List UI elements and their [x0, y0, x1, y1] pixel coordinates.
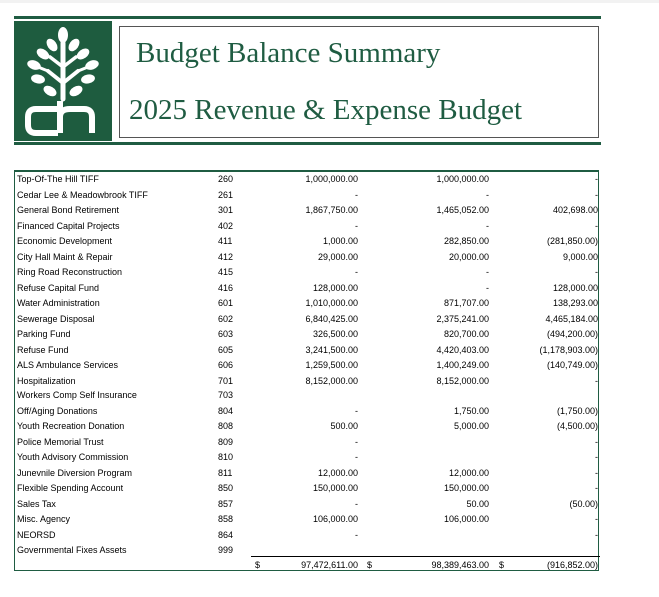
table-row: [15, 512, 598, 527]
revenue-cell: 150,000.00: [312, 483, 358, 493]
expense-cell: 20,000.00: [448, 251, 489, 262]
balance-cell: -: [595, 529, 598, 540]
revenue-cell: -: [355, 436, 358, 447]
fund-name: Flexible Spending Account: [17, 483, 124, 493]
expense-cell: 2,375,241.00: [436, 313, 489, 324]
expense-cell: 1,750.00: [453, 405, 489, 416]
fund-name: Police Memorial Trust: [17, 436, 104, 447]
header-band-bottom: [14, 142, 601, 145]
balance-cell: -: [595, 189, 598, 200]
revenue-cell: 8,152,000.00: [305, 376, 358, 386]
table-row: [15, 497, 598, 512]
tree-logo-icon: [14, 21, 112, 141]
fund-name: Youth Advisory Commission: [17, 452, 129, 462]
revenue-cell: 1,259,500.00: [305, 360, 358, 370]
total-expense-currency: $: [367, 560, 373, 570]
page-title: Budget Balance Summary: [136, 37, 441, 69]
fund-number: 703: [218, 390, 234, 400]
balance-cell: -: [595, 220, 598, 231]
total-expense: 98,389,463.00: [431, 560, 489, 570]
fund-name: Refuse Capital Fund: [17, 282, 100, 293]
revenue-cell: 128,000.00: [312, 282, 358, 293]
revenue-cell: 500.00: [330, 421, 358, 431]
revenue-cell: -: [355, 529, 358, 540]
fund-name: City Hall Maint & Repair: [17, 251, 113, 262]
fund-number: 301: [218, 205, 234, 215]
table-row: [15, 388, 598, 403]
fund-name: General Bond Retirement: [17, 205, 120, 215]
balance-cell: -: [595, 376, 598, 386]
fund-name: Workers Comp Self Insurance: [17, 390, 137, 400]
balance-cell: -: [595, 514, 598, 524]
fund-name: Refuse Fund: [17, 344, 69, 355]
total-revenue-currency: $: [255, 560, 261, 570]
fund-name: Junevnile Diversion Program: [17, 467, 133, 478]
table-row: [15, 219, 598, 234]
fund-number: 606: [218, 360, 234, 370]
table-row: [15, 296, 598, 311]
revenue-cell: 1,010,000.00: [305, 298, 358, 308]
revenue-cell: 3,241,500.00: [305, 344, 358, 355]
fund-number: 411: [218, 236, 233, 246]
fund-name: Cedar Lee & Meadowbrook TIFF: [17, 189, 148, 200]
balance-cell: (1,178,903.00): [539, 344, 598, 355]
balance-cell: (494,200.00): [546, 329, 598, 339]
fund-name: Sewerage Disposal: [17, 313, 95, 324]
fund-number: 261: [218, 189, 234, 200]
fund-number: 810: [218, 452, 234, 462]
balance-cell: (281,850.00): [546, 236, 598, 246]
balance-cell: (140,749.00): [546, 360, 598, 370]
fund-number: 864: [218, 529, 234, 540]
balance-cell: (4,500.00): [556, 421, 598, 431]
fund-number: 999: [218, 545, 234, 555]
fund-name: NEORSD: [17, 529, 56, 540]
balance-cell: -: [595, 436, 598, 447]
fund-name: Off/Aging Donations: [17, 405, 98, 416]
header-band-top: [14, 16, 601, 19]
fund-number: 260: [218, 174, 234, 184]
fund-number: 804: [218, 405, 234, 416]
table-row: [15, 358, 598, 373]
table-row: [15, 466, 598, 481]
balance-cell: 9,000.00: [562, 251, 598, 262]
table-row: [15, 250, 598, 265]
table-row: [15, 281, 598, 296]
fund-number: 811: [218, 467, 233, 478]
table-row: [15, 265, 598, 280]
expense-cell: 1,465,052.00: [436, 205, 489, 215]
fund-number: 857: [218, 498, 234, 509]
fund-name: Water Administration: [17, 298, 100, 308]
balance-cell: -: [595, 483, 598, 493]
fund-number: 415: [218, 267, 234, 277]
balance-cell: 128,000.00: [552, 282, 598, 293]
revenue-cell: -: [355, 452, 358, 462]
expense-cell: -: [486, 282, 489, 293]
table-row: [15, 234, 598, 249]
fund-number: 602: [218, 313, 234, 324]
top-rule: [0, 0, 659, 3]
total-balance: (916,852.00): [546, 560, 598, 570]
fund-number: 605: [218, 344, 234, 355]
expense-cell: 282,850.00: [443, 236, 489, 246]
revenue-cell: 326,500.00: [312, 329, 358, 339]
fund-name: Governmental Fixes Assets: [17, 545, 127, 555]
expense-cell: 871,707.00: [443, 298, 489, 308]
fund-name: Sales Tax: [17, 498, 56, 509]
table-row: [15, 450, 598, 465]
balance-cell: (50.00): [569, 498, 598, 509]
total-balance-currency: $: [499, 560, 505, 570]
balance-cell: -: [595, 467, 598, 478]
table-row: [15, 327, 598, 342]
balance-cell: -: [595, 267, 598, 277]
expense-cell: -: [486, 267, 489, 277]
fund-name: Parking Fund: [17, 329, 71, 339]
table-row: [15, 404, 598, 419]
fund-number: 701: [218, 376, 234, 386]
fund-name: Economic Development: [17, 236, 113, 246]
table-row: [15, 312, 598, 327]
table-row: [15, 419, 598, 434]
fund-name: ALS Ambulance Services: [17, 360, 119, 370]
fund-name: Misc. Agency: [17, 514, 71, 524]
page-subtitle: 2025 Revenue & Expense Budget: [129, 94, 523, 126]
expense-cell: 4,420,403.00: [436, 344, 489, 355]
fund-number: 601: [218, 298, 234, 308]
budget-table: [14, 170, 599, 571]
balance-cell: 402,698.00: [552, 205, 598, 215]
balance-cell: -: [595, 174, 598, 184]
fund-number: 412: [218, 251, 234, 262]
revenue-cell: -: [355, 267, 358, 277]
expense-cell: 8,152,000.00: [436, 376, 489, 386]
revenue-cell: 1,000,000.00: [305, 174, 358, 184]
fund-name: Ring Road Reconstruction: [17, 267, 123, 277]
table-row: [15, 481, 598, 496]
expense-cell: 820,700.00: [443, 329, 489, 339]
balance-cell: 4,465,184.00: [545, 313, 598, 324]
revenue-cell: 1,000.00: [322, 236, 358, 246]
fund-number: 858: [218, 514, 234, 524]
table-row: [15, 528, 598, 543]
revenue-cell: -: [355, 220, 358, 231]
fund-name: Youth Recreation Donation: [17, 421, 125, 431]
table-row: [15, 435, 598, 450]
table-row: [15, 203, 598, 218]
fund-number: 416: [218, 282, 234, 293]
expense-cell: 106,000.00: [443, 514, 489, 524]
balance-cell: (1,750.00): [556, 405, 598, 416]
revenue-cell: 1,867,750.00: [305, 205, 358, 215]
balance-cell: 138,293.00: [552, 298, 598, 308]
revenue-cell: -: [355, 189, 358, 200]
expense-cell: 1,400,249.00: [436, 360, 489, 370]
revenue-cell: 106,000.00: [312, 514, 358, 524]
fund-number: 850: [218, 483, 234, 493]
table-row: [15, 188, 598, 203]
expense-cell: 5,000.00: [453, 421, 489, 431]
table-row: [15, 543, 598, 558]
revenue-cell: -: [355, 498, 358, 509]
revenue-cell: 29,000.00: [317, 251, 358, 262]
fund-name: Financed Capital Projects: [17, 220, 120, 231]
expense-cell: -: [486, 220, 489, 231]
fund-number: 809: [218, 436, 234, 447]
title-box: [119, 26, 599, 138]
fund-number: 402: [218, 220, 234, 231]
expense-cell: -: [486, 189, 489, 200]
table-row: [15, 172, 598, 187]
expense-cell: 1,000,000.00: [436, 174, 489, 184]
table-row: [15, 343, 598, 358]
expense-cell: 150,000.00: [443, 483, 489, 493]
revenue-cell: -: [355, 405, 358, 416]
total-revenue: 97,472,611.00: [301, 560, 358, 570]
fund-number: 603: [218, 329, 234, 339]
expense-cell: 50.00: [466, 498, 489, 509]
fund-name: Hospitalization: [17, 376, 76, 386]
expense-cell: 12,000.00: [448, 467, 489, 478]
fund-name: Top-Of-The Hill TIFF: [17, 174, 99, 184]
balance-cell: -: [595, 452, 598, 462]
table-row: [15, 374, 598, 389]
fund-number: 808: [218, 421, 234, 431]
revenue-cell: 12,000.00: [317, 467, 358, 478]
revenue-cell: 6,840,425.00: [305, 313, 358, 324]
